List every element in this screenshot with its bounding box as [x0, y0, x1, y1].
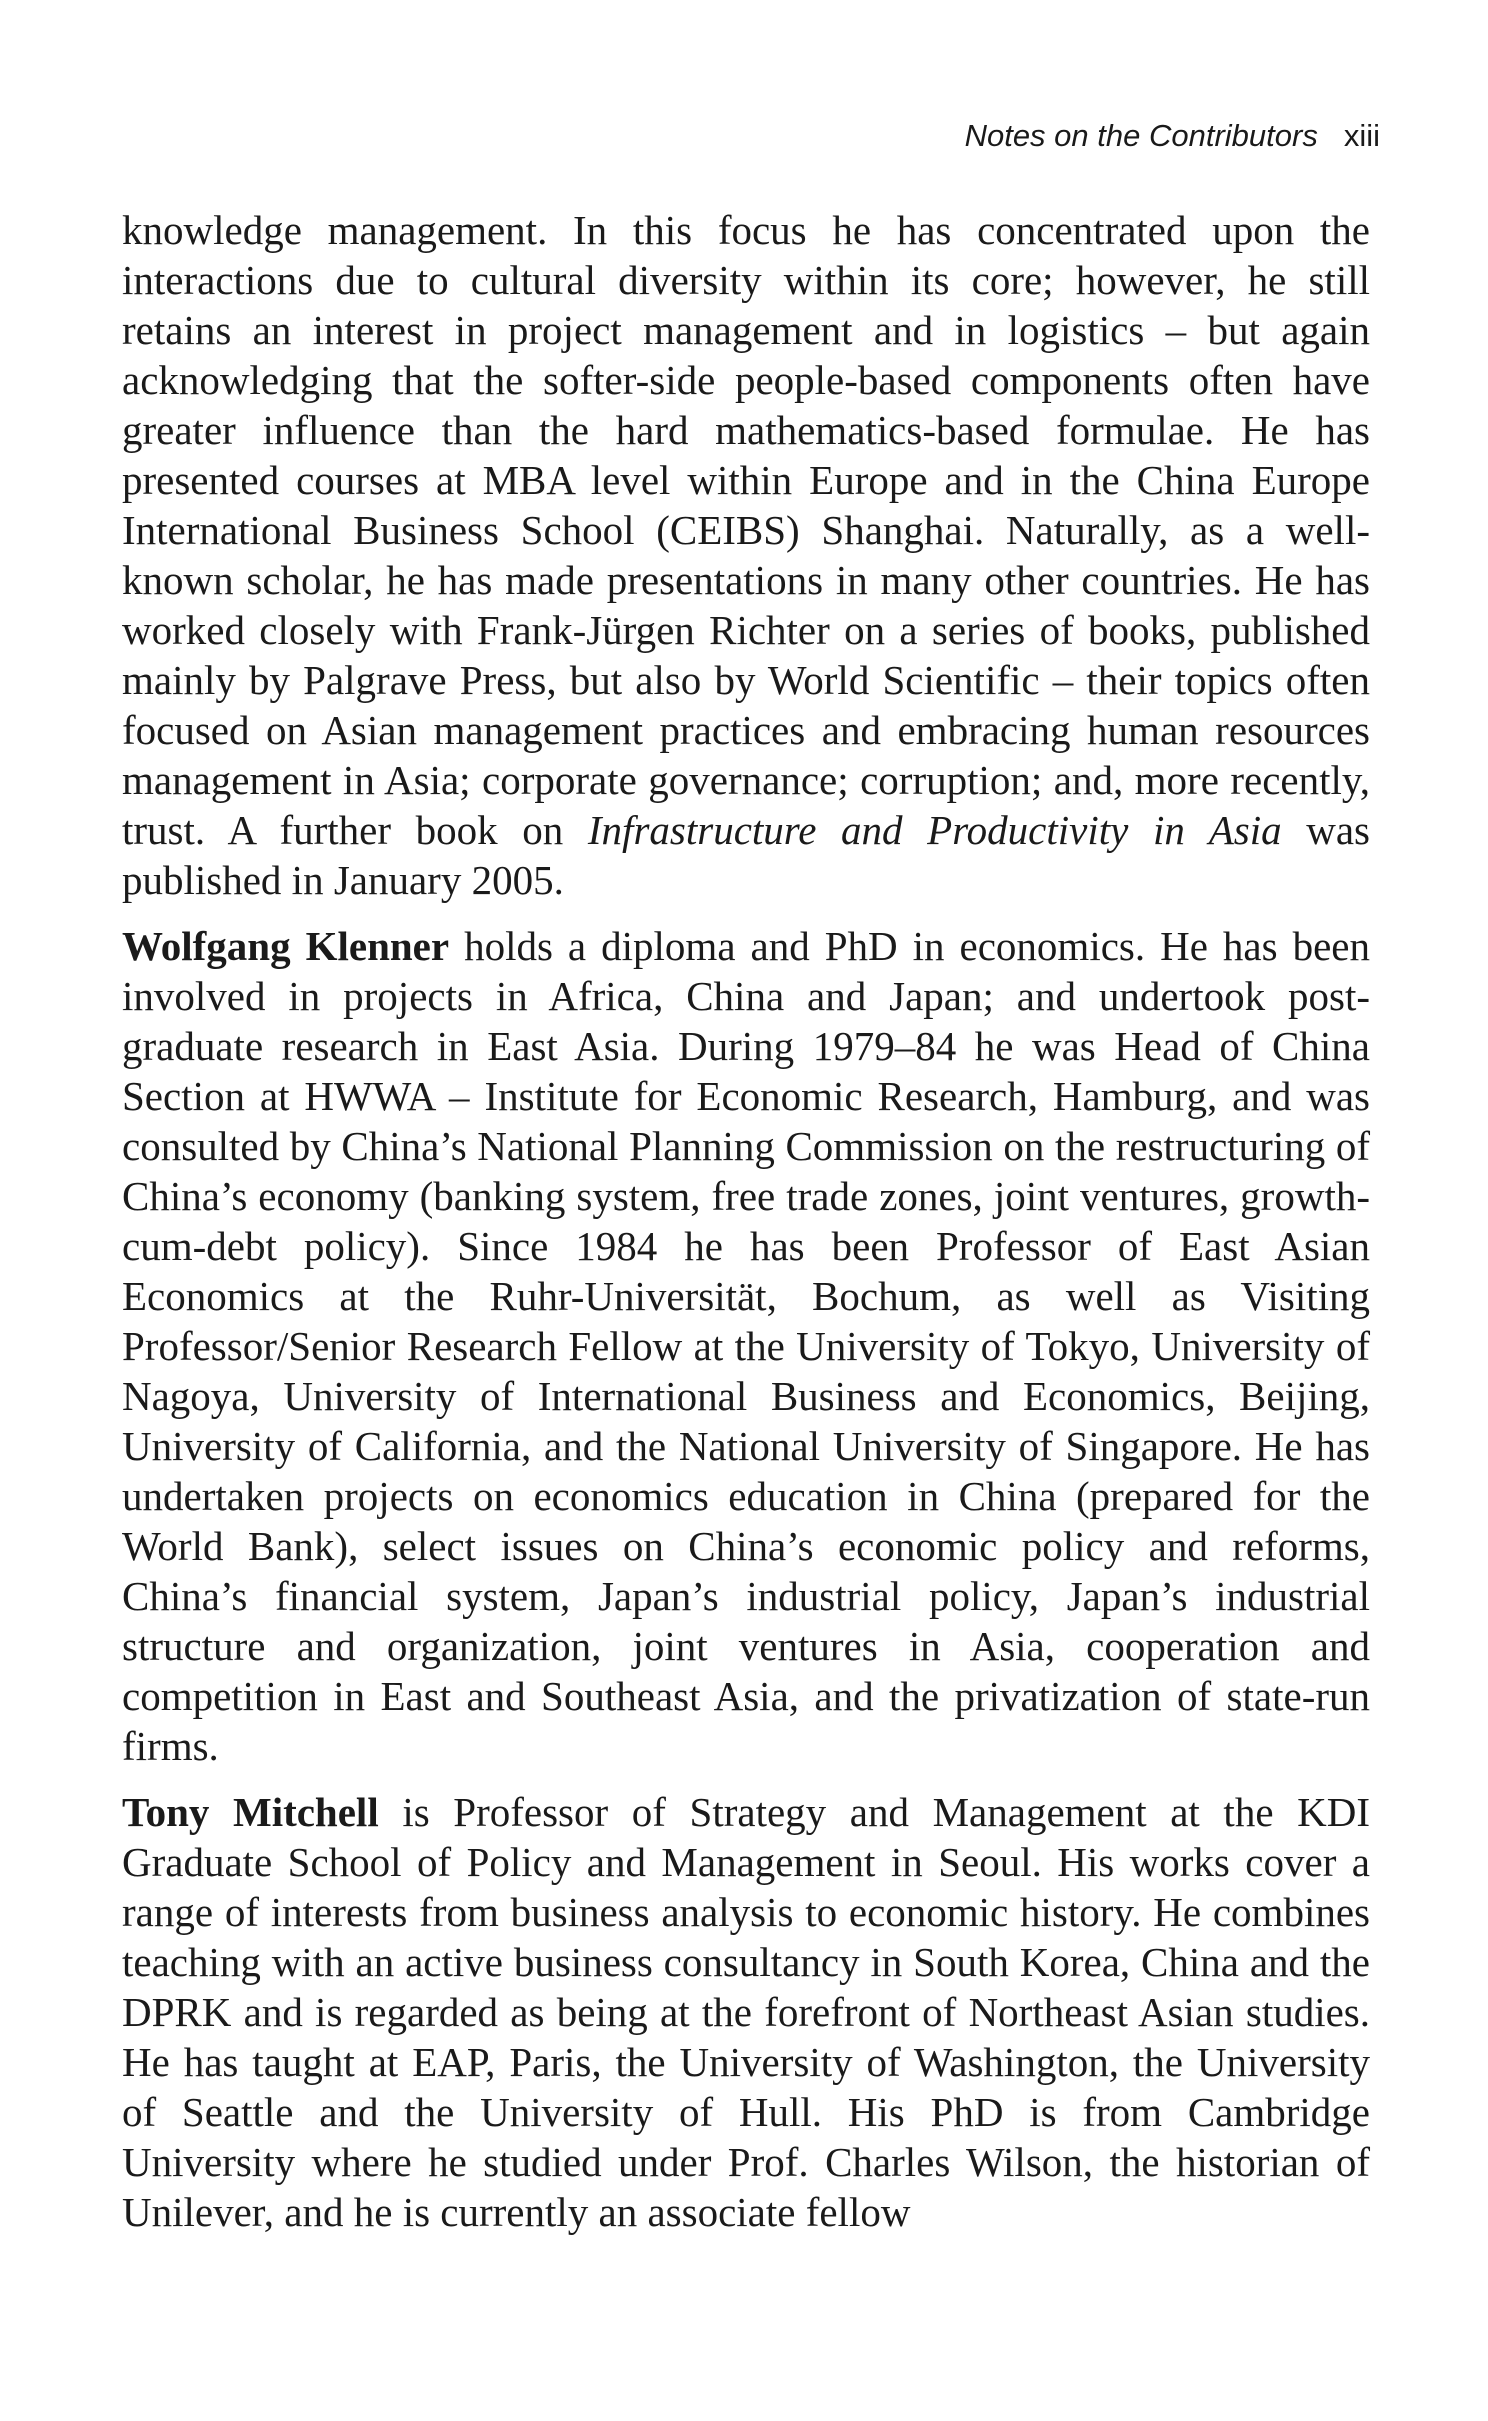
running-head — [965, 116, 1380, 156]
paragraph-text: knowledge management. In this focus he has concentrated upon the interactions due to cultural diversity within its core; however, he still retains an interest in project management and in logistics – but again acknowledging that the softer-side people-based components often have greater influence than the hard mathematics-based formulae. He has presented courses at MBA level within Europe and in the China Europe International Business School (CEIBS) Shanghai. Naturally, as a well-known scholar, he has made presentations in many other countries. He has worked closely with Frank-Jürgen Richter on a series of books, published mainly by Palgrave Press, but also by World Scientific – their topics often focused on Asian management practices and embracing human resources management in Asia; corporate governance; corruption; and, more recently, trust. A further book on — [122, 207, 1370, 853]
running-head-title: Notes on the Contributors — [964, 118, 1318, 153]
paragraph-tony-mitchell — [122, 1787, 1370, 2237]
contributors-text — [122, 205, 1370, 2253]
paragraph-text: is Professor of Strategy and Management at the KDI Graduate School of Policy and Management in Seoul. His works cover a range of interests from business analysis to economic history. He combines teaching with an active business consultancy in South Korea, China and the DPRK and is regarded as being at the forefront of Northeast Asian studies. He has taught at EAP, Paris, the University of Washington, the University of Seattle and the University of Hull. His PhD is from Cambridge University where he studied under Prof. Charles Wilson, the historian of Unilever, and he is currently an associate fellow — [122, 1789, 1370, 2235]
page-number: xiii — [1343, 118, 1380, 153]
paragraph-text: holds a diploma and PhD in economics. He has been involved in projects in Africa, China and Japan; and undertook post-graduate research in East Asia. During 1979–84 he was Head of China Section at HWWA – Institute for Economic Research, Hamburg, and was consulted by China’s National Planning Commission on the restructuring of China’s economy (banking system, free trade zones, joint ventures, growth-cum-debt policy). Since 1984 he has been Professor of East Asian Economics at the Ruhr-Universität, Bochum, as well as Visiting Professor/Senior Research Fellow at the University of Tokyo, University of Nagoya, University of International Business and Economics, Beijing, University of California, and the National University of Singapore. He has undertaken projects on economics education in China (prepared for the World Bank), select issues on China’s economic policy and reforms, China’s financial system, Japan’s industrial policy, Japan’s industrial structure and organization, joint ventures in Asia, cooperation and competition in East and Southeast Asia, and the privatization of state-run firms. — [122, 923, 1370, 1769]
contributor-name: Tony Mitchell — [122, 1789, 379, 1835]
contributor-name: Wolfgang Klenner — [122, 923, 450, 969]
book-title: Infrastructure and Productivity in Asia — [587, 807, 1282, 853]
paragraph-continued-bio — [122, 205, 1370, 905]
paragraph-text: was published in January 2005. — [122, 807, 1370, 903]
paragraph-wolfgang-klenner — [122, 921, 1370, 1771]
